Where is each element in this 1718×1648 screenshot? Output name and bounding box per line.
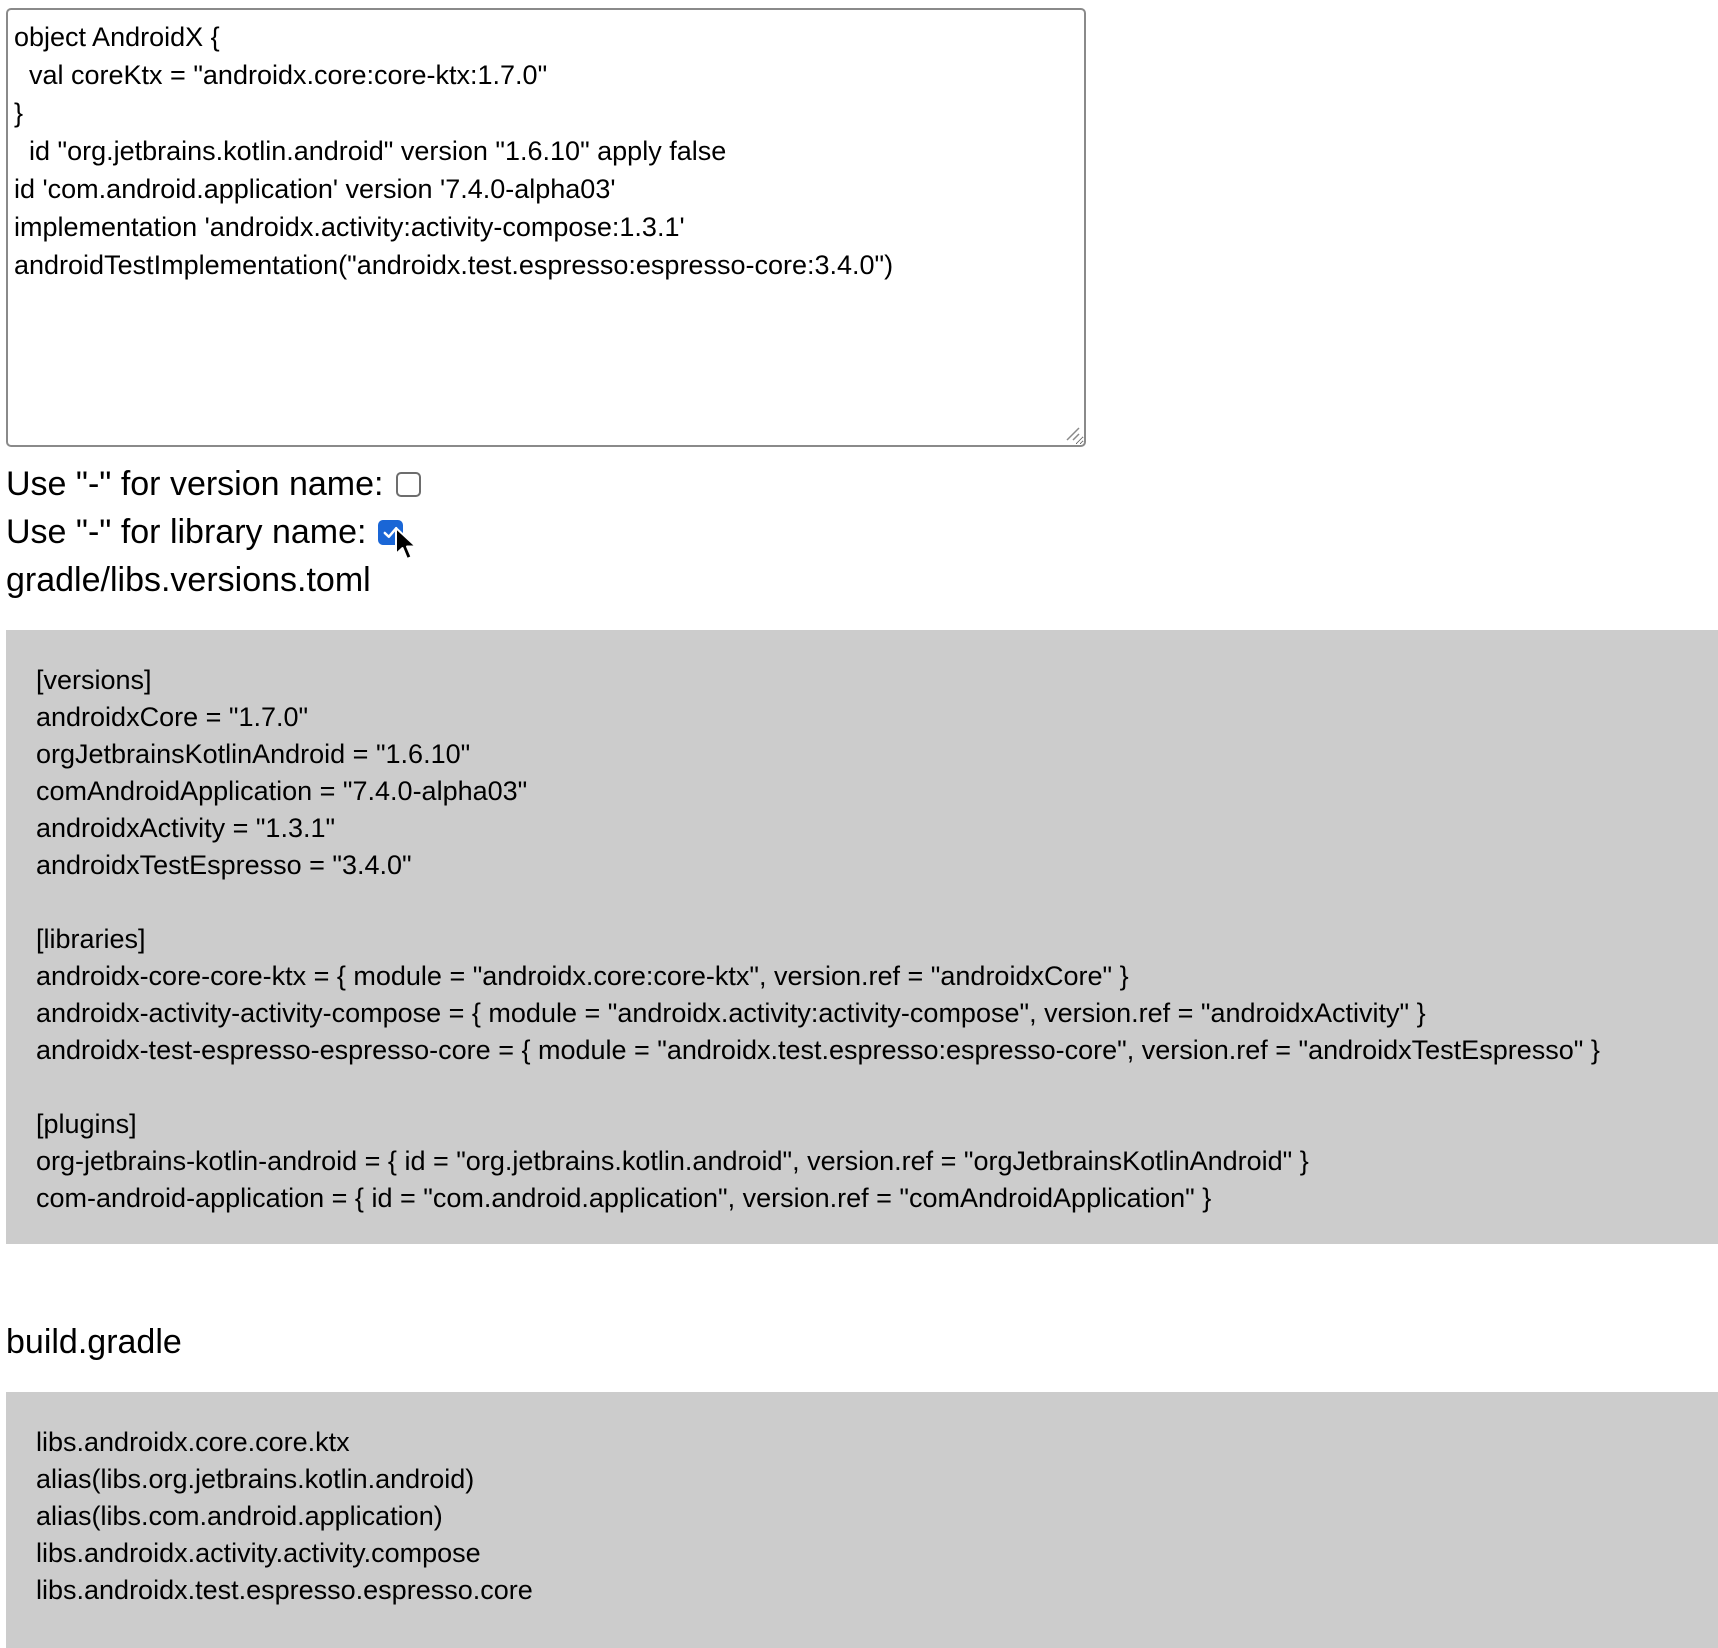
output-line: [versions] [36,665,152,695]
output-line: alias(libs.com.android.application) [36,1501,443,1531]
source-input[interactable] [6,8,1086,447]
toml-output [6,630,1718,1244]
gradle-output [6,1392,1718,1648]
library-dash-checkbox[interactable] [378,520,403,545]
output-line: com-android-application = { id = "com.android.application", version.ref = "comAndroidApplication" } [36,1183,1212,1213]
output-line: libs.androidx.test.espresso.espresso.core [36,1575,533,1605]
output-line: libs.androidx.core.core.ktx [36,1427,350,1457]
output-line: androidxCore = "1.7.0" [36,702,309,732]
output-line: libs.androidx.activity.activity.compose [36,1538,481,1568]
gradle-heading: build.gradle [6,1323,182,1361]
version-dash-option [6,462,421,506]
output-line: org-jetbrains-kotlin-android = { id = "org.jetbrains.kotlin.android", version.ref = "orgJetbrainsKotlinAndroid" } [36,1146,1309,1176]
mouse-pointer-icon [394,526,420,562]
library-dash-option [6,510,403,554]
output-line: androidx-test-espresso-espresso-core = { module = "androidx.test.espresso:espresso-core", version.ref = "androidxTestEspresso" } [36,1035,1600,1065]
output-line: androidxTestEspresso = "3.4.0" [36,850,412,880]
library-dash-label: Use "-" for library name: [6,513,367,551]
output-line: androidx-core-core-ktx = { module = "androidx.core:core-ktx", version.ref = "androidxCore" } [36,961,1129,991]
output-line [36,884,1688,921]
version-dash-label: Use "-" for version name: [6,465,384,503]
output-line: comAndroidApplication = "7.4.0-alpha03" [36,776,528,806]
toml-heading: gradle/libs.versions.toml [6,561,371,599]
output-line: orgJetbrainsKotlinAndroid = "1.6.10" [36,739,471,769]
output-line: androidxActivity = "1.3.1" [36,813,336,843]
output-line: alias(libs.org.jetbrains.kotlin.android) [36,1464,475,1494]
output-line: androidx-activity-activity-compose = { module = "androidx.activity:activity-compose", version.ref = "androidxActivity" } [36,998,1426,1028]
output-line [36,1069,1688,1106]
output-line: [libraries] [36,924,146,954]
output-line: [plugins] [36,1109,137,1139]
version-dash-checkbox[interactable] [396,472,421,497]
source-editor [6,8,1086,447]
